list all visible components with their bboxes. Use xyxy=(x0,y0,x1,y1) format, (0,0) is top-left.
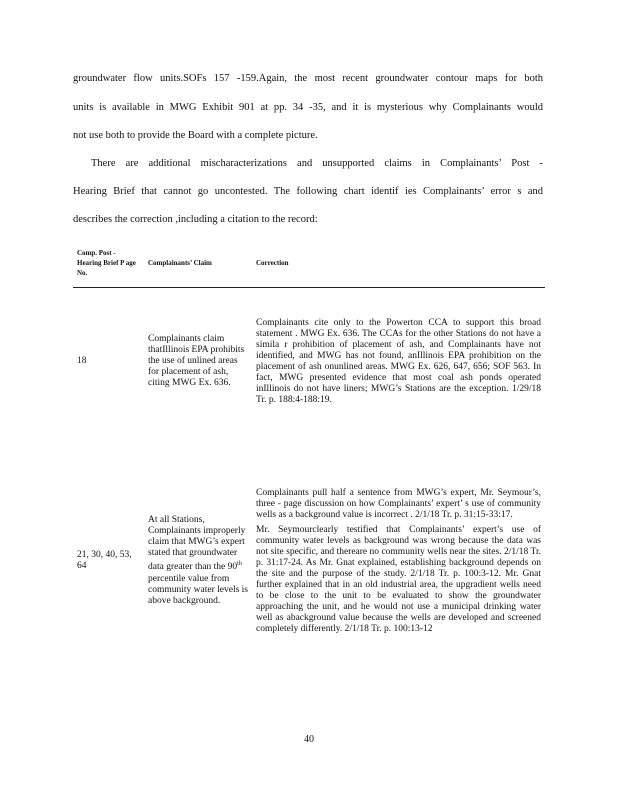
cell-claim xyxy=(144,435,252,687)
claim-superscript: th xyxy=(237,561,242,568)
page-number: 40 xyxy=(304,734,314,745)
correction-paragraph: Complainants pull half a sentence from MWG’s expert, Mr. Seymour’s, three - page discussion on how Complainants’ expert’ s use of community wells as a background value is incorrect . 2/1/18 Tr. p. 31:15-33:17. xyxy=(256,487,541,520)
paragraph-2-line-2: Hearing Brief that cannot go uncontested. The following chart identif ies Complainants’ error s and xyxy=(73,186,543,197)
table-row xyxy=(73,435,545,687)
corrections-table xyxy=(73,239,545,687)
correction-paragraph: Mr. Seymourclearly testified that Complainants’ expert’s use of community water levels as background was wrong because the data was not site specific, and thereare no community wells near the sites. 2/1/18 Tr. p. 31:17-24. As Mr. Gnat explained, establishing background depends on the site and the purpose of the study. 2/1/18 Tr. p. 100:3-12. Mr. Gnat further explained that in an old industrial area, the upgradient wells need to be close to the unit to be evaluated to show the groundwater approaching the unit, and he would not use a municipal drinking water well as abackground value because the wells are developed and screened completely differently. 2/1/18 Tr. p. 100:13-12 xyxy=(256,524,541,634)
header-correction: Correction xyxy=(252,239,545,288)
cell-correction xyxy=(252,288,545,436)
table-row xyxy=(73,288,545,436)
claim-text-before: At all Stations, Complainants improperly claim that MWG’s expert stated that groundwater data greater than the 90 xyxy=(148,515,246,573)
paragraph-1-line-2: units is available in MWG Exhibit 901 at pp. 34 -35, and it is mysterious why Complainants would xyxy=(73,102,543,113)
cell-claim: Complainants claim thatIllinois EPA prohibits the use of unlined areas for placement of ash, citing MWG Ex. 636. xyxy=(148,334,245,388)
header-claim: Complainants’ Claim xyxy=(144,239,252,288)
cell-page-no: 21, 30, 40, 53, 64 xyxy=(77,550,132,571)
paragraph-2-line-1: There are additional mischaracterizations and unsupported claims in Complainants’ Post - xyxy=(91,158,543,169)
cell-correction xyxy=(252,435,545,687)
paragraph-1-line-3: not use both to provide the Board with a complete picture. xyxy=(73,130,318,141)
claim-text-after: percentile value from community water levels is above background. xyxy=(148,573,248,606)
table-header-row xyxy=(73,239,545,288)
paragraph-1-line-1: groundwater flow units.SOFs 157 -159.Again, the most recent groundwater contour maps for both xyxy=(73,73,543,84)
cell-page-no: 18 xyxy=(77,356,87,366)
paragraph-2-line-3: describes the correction ,including a citation to the record: xyxy=(73,214,318,225)
header-page-no: Comp. Post - Hearing Brief P age No. xyxy=(73,239,144,288)
correction-paragraph: Complainants cite only to the Powerton CCA to support this broad statement . MWG Ex. 636. The CCAs for the other Stations do not have a simila r prohibition of placement of ash, and Complainants have not identified, and MWG has not found, anIllinois EPA prohibition on the placement of ash onunlined areas. MWG Ex. 626, 647, 656; SOF 563. In fact, MWG presented evidence that most coal ash ponds operated inIllinois do not have liners; MWG’s Stations are the exception. 1/29/18 Tr. p. 188:4-188:19. xyxy=(256,317,541,405)
